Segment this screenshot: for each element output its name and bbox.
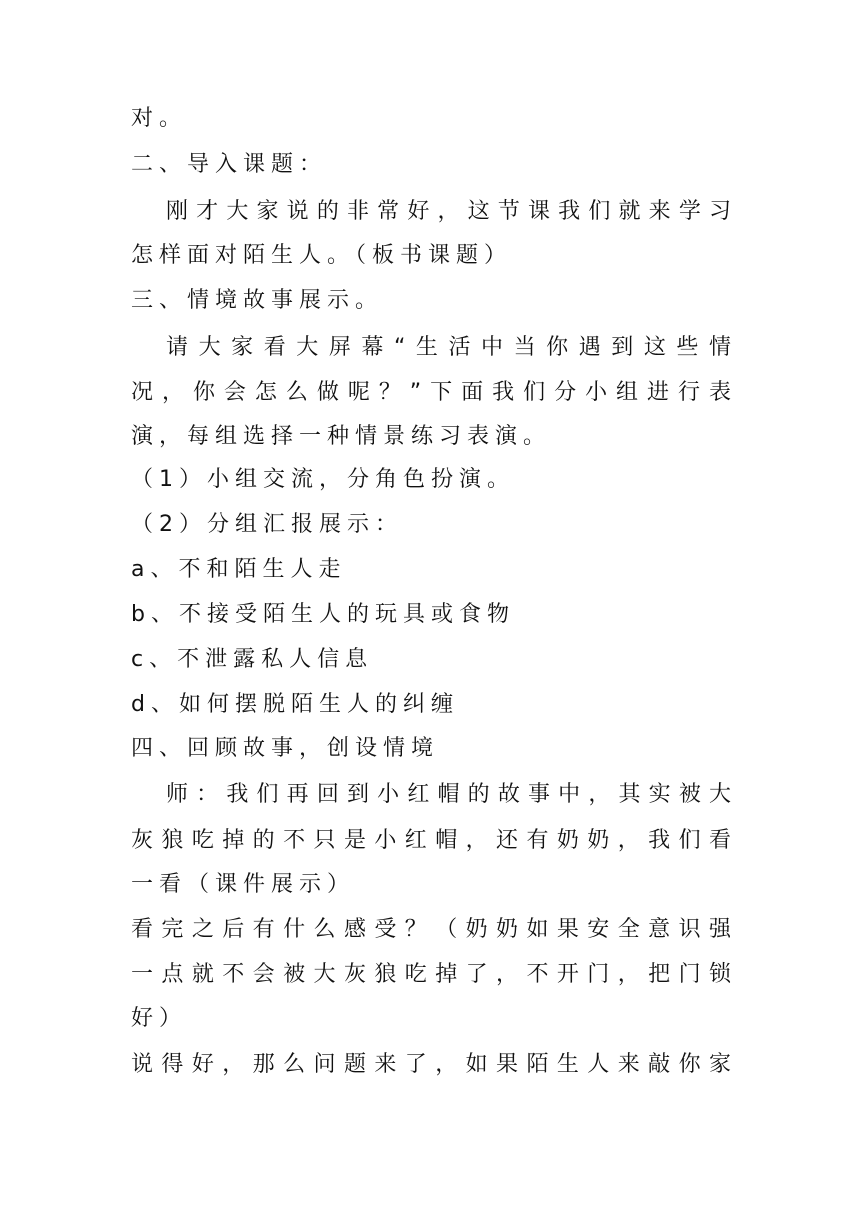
text-line: 一点就不会被大灰狼吃掉了，不开门，把门锁 xyxy=(131,962,731,987)
text-line: 一看（课件展示） xyxy=(131,872,356,897)
text-line: 师：我们再回到小红帽的故事中，其实被大 xyxy=(166,782,731,807)
list-item: d、如何摆脱陌生人的纠缠 xyxy=(131,692,459,717)
text-line: 好） xyxy=(131,1006,188,1031)
text-line: 怎样面对陌生人。（板书课题） xyxy=(131,243,513,268)
list-item: b、不接受陌生人的玩具或食物 xyxy=(131,602,515,627)
list-item: （1）小组交流，分角色扮演。 xyxy=(131,467,515,492)
text-line: 对。 xyxy=(131,106,188,131)
text-line: 看完之后有什么感受？（奶奶如果安全意识强 xyxy=(131,917,731,942)
text-line: 请大家看大屏幕“生活中当你遇到这些情 xyxy=(166,335,731,360)
text-line: 说得好，那么问题来了，如果陌生人来敲你家 xyxy=(131,1052,731,1077)
section-heading: 四、回顾故事，创设情境 xyxy=(131,736,440,761)
text-line: 况，你会怎么做呢？”下面我们分小组进行表 xyxy=(131,380,731,405)
list-item: c、不泄露私人信息 xyxy=(131,647,374,672)
text-line: 刚才大家说的非常好，这节课我们就来学习 xyxy=(166,199,731,224)
section-heading: 二、导入课题： xyxy=(131,152,328,177)
text-line: 演，每组选择一种情景练习表演。 xyxy=(131,424,552,449)
section-heading: 三、情境故事展示。 xyxy=(131,288,384,313)
list-item: a、不和陌生人走 xyxy=(131,557,347,582)
text-line: 灰狼吃掉的不只是小红帽，还有奶奶，我们看 xyxy=(131,828,731,853)
list-item: （2）分组汇报展示： xyxy=(131,512,403,537)
